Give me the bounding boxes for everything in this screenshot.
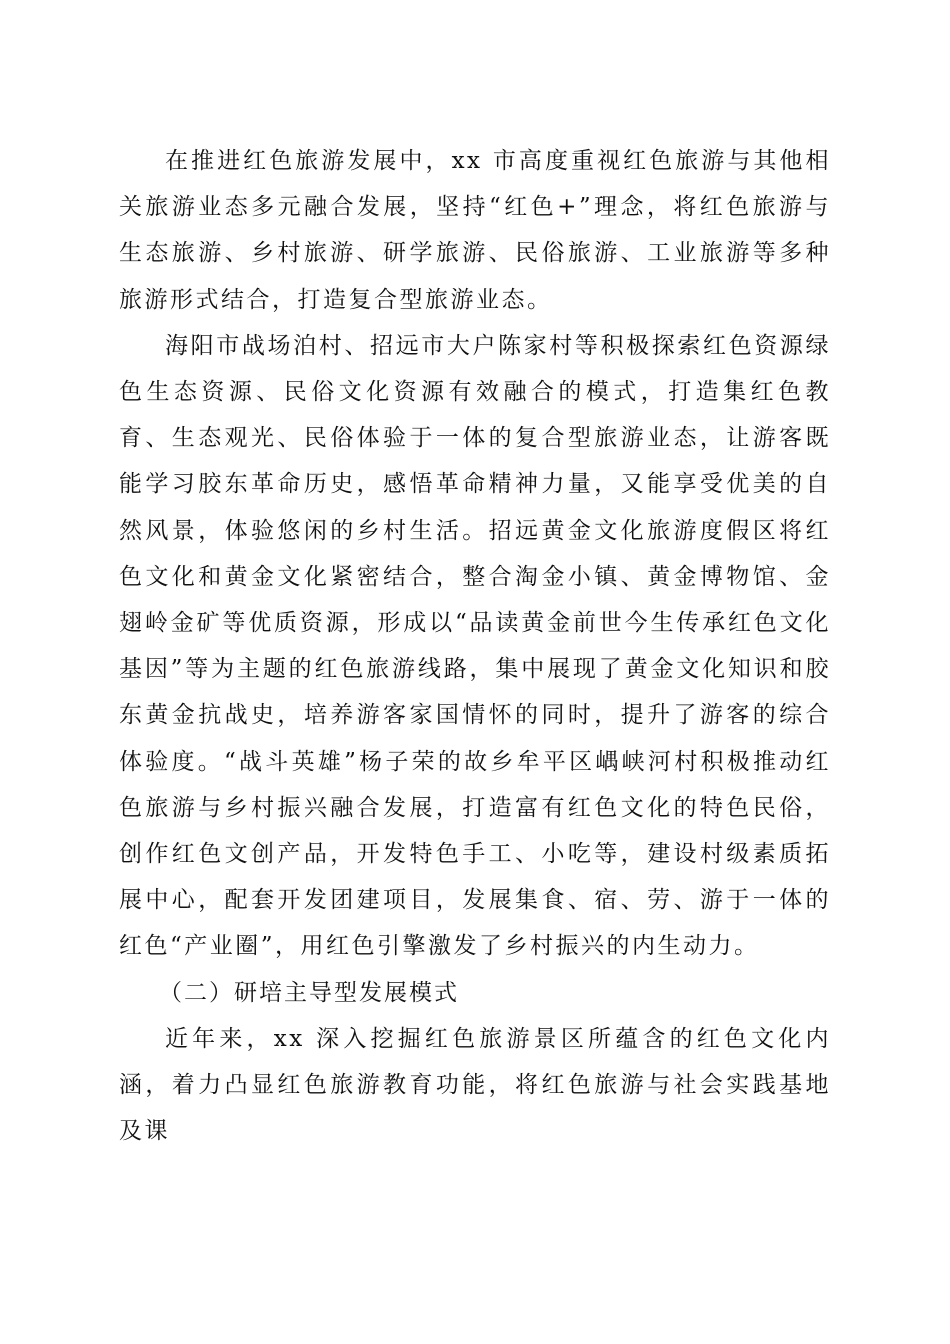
section-heading: （二）研培主导型发展模式 (159, 979, 459, 1006)
paragraph-village-examples: 海阳市战场泊村、招远市大户陈家村等积极探索红色资源绿色生态资源、民俗文化资源有效融合的模式，打造集红色教育、生态观光、民俗体验于一体的复合型旅游业态，让游客既能学习胶东革命历史，感悟革命精神力量，又能享受优美的自然风景，体验悠闲的乡村生活。招远黄金文化旅游度假区将红色文化和黄金文化紧密结合，整合淘金小镇、黄金博物馆、金翅岭金矿等优质资源，形成以“品读黄金前世今生传承红色文化基因”等为主题的红色旅游线路，集中展现了黄金文化知识和胶东黄金抗战史，培养游客家国情怀的同时，提升了游客的综合体验度。“战斗英雄”杨子荣的故乡牟平区嵎峡河村积极推动红色旅游与乡村振兴融合发展，打造富有红色文化的特色民俗，创作红色文创产品，开发特色手工、小吃等，建设村级素质拓展中心，配套开发团建项目，发展集食、宿、劳、游于一体的红色“产业圈”，用红色引擎激发了乡村振兴的内生动力。 (119, 332, 831, 960)
document-body (119, 138, 831, 1154)
paragraph-education-model: 近年来，xx 深入挖掘红色旅游景区所蕴含的红色文化内涵，着力凸显红色旅游教育功能，将红色旅游与社会实践基地及课 (119, 1025, 831, 1145)
paragraph-red-plus-integration: 在推进红色旅游发展中，xx 市高度重视红色旅游与其他相关旅游业态多元融合发展，坚持“红色+”理念，将红色旅游与生态旅游、乡村旅游、研学旅游、民俗旅游、工业旅游等多种旅游形式结合，打造复合型旅游业态。 (119, 148, 831, 313)
